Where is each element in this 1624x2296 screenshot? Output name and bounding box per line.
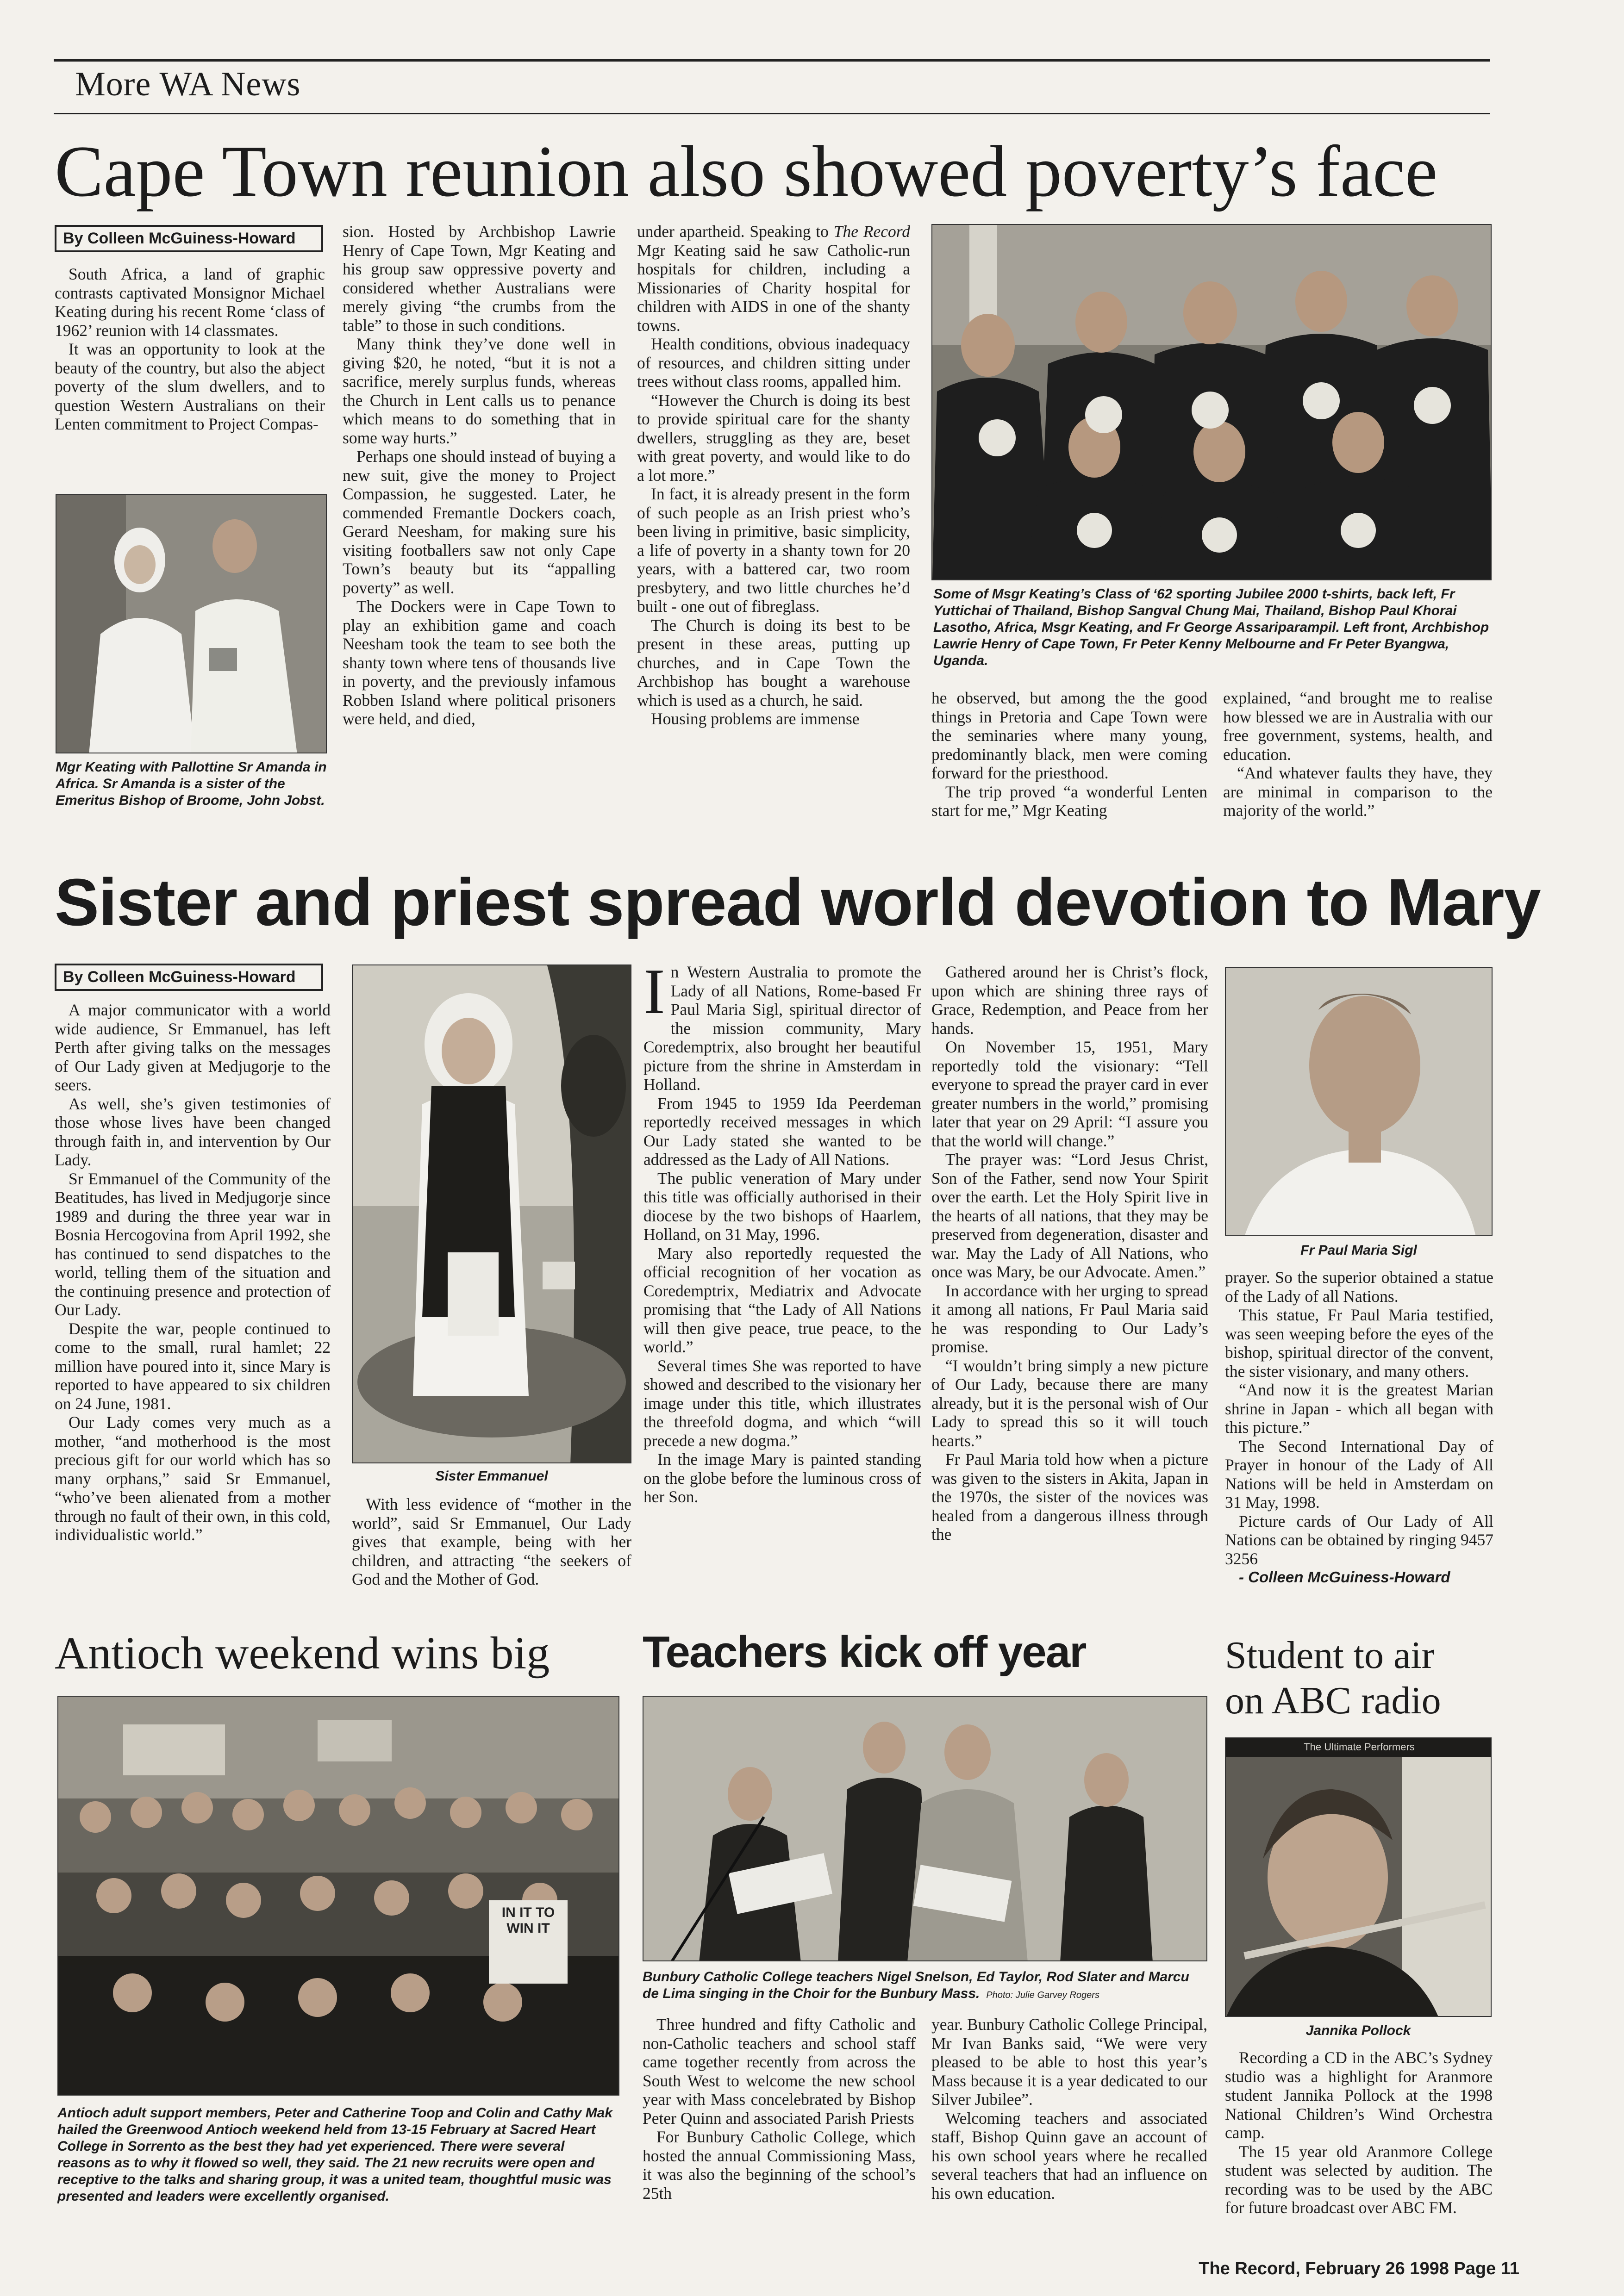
paragraph: The trip proved “a wonderful Lenten start for me,” Mgr Keating bbox=[931, 782, 1207, 820]
paragraph: explained, “and brought me to realise how blessed we are in Australia with our free government, systems, health, and education. bbox=[1223, 689, 1493, 764]
paragraph: “However the Church is doing its best to provide spiritual care for the shanty dwellers, struggling as they are, beset with great poverty, and would like to do a lot more.” bbox=[637, 391, 910, 485]
article1-col1 bbox=[55, 265, 325, 482]
paragraph: South Africa, a land of graphic contrasts captivated Monsignor Michael Keating during his recent Rome ‘class of 1962’ reunion with 14 classmates. bbox=[55, 265, 325, 340]
article2-headline: Sister and priest spread world devotion to Mary bbox=[55, 865, 1541, 940]
paragraph: It was an opportunity to look at the beauty of the country, but also the abject poverty of the slum dwellers, and to question Western Australians on their Lenten commitment to Project Compas- bbox=[55, 340, 325, 433]
paragraph: year. Bunbury Catholic College Principal, Mr Ivan Banks said, “We were very pleased to be able to host this year’s Mass because it is a year dedicated to our Silver Jubilee”. bbox=[931, 2015, 1207, 2109]
article5-headline bbox=[1225, 1633, 1441, 1724]
paragraph: sion. Hosted by Archbishop Lawrie Henry of Cape Town, Mgr Keating and his group saw oppressive poverty and considered whether Australians were merely giving “the crumbs from the table” to those in such conditions. bbox=[343, 222, 616, 335]
drop-cap: I bbox=[643, 963, 665, 1027]
class-of-62-caption: Some of Msgr Keating’s Class of ‘62 sporting Jubilee 2000 t-shirts, back left, Fr Yuttichai of Thailand, Bishop Sangval Chung Mai, Thailand, Bishop Paul Khorai Lasotho, Africa, Msgr Keating, and Fr George Assariparampil. Left front, Archbishop Lawrie Henry of Cape Town, Fr Peter Kenny Melbourne and Fr Peter Byangwa, Uganda. bbox=[933, 586, 1489, 668]
class-of-62-photo bbox=[931, 224, 1492, 580]
paragraph: Sr Emmanuel of the Community of the Beatitudes, has lived in Medjugorje since 1989 and during the three year war in Bosnia Hercogovina from April 1992, she has continued to send dispatches to the world, telling them of the situation and the continuing presence and protection of Our Lady. bbox=[55, 1169, 331, 1319]
article1-byline: By Colleen McGuiness-Howard bbox=[55, 225, 323, 252]
paragraph: In accordance with her urging to spread it among all nations, Fr Paul Maria said he was responding to Our Lady’s promise. bbox=[931, 1281, 1208, 1356]
paragraph: The 15 year old Aranmore College student was selected by audition. The recording was to be used by the ABC for future broadcast over ABC FM. bbox=[1225, 2142, 1493, 2217]
page-footer: The Record, February 26 1998 Page 11 bbox=[1199, 2259, 1519, 2278]
paragraph: This statue, Fr Paul Maria testified, was seen weeping before the eyes of the bishop, spiritual director of the convent, the sister visionary, and many others. bbox=[1225, 1306, 1493, 1381]
headline-line: Student to air bbox=[1225, 1634, 1435, 1677]
fr-paul-sigl-photo bbox=[1225, 967, 1493, 1236]
headline-line: on ABC radio bbox=[1225, 1679, 1441, 1722]
teachers-choir-photo bbox=[643, 1696, 1207, 1961]
paragraph: As well, she’s given testimonies of those whose lives have been changed through faith in, and intervention by Our Lady. bbox=[55, 1094, 331, 1169]
article2-col2 bbox=[352, 1495, 631, 1620]
paragraph: “And now it is the greatest Marian shrine in Japan - which all began with this picture.” bbox=[1225, 1381, 1493, 1437]
article2-col3 bbox=[643, 963, 921, 1620]
article1-col5 bbox=[1223, 689, 1493, 846]
caption-text: Bunbury Catholic College teachers Nigel Snelson, Ed Taylor, Rod Slater and Marcu de Lima singing in the Choir for the Bunbury Mass. bbox=[643, 1969, 1189, 2001]
paragraph: Gathered around her is Christ’s flock, upon which are shining three rays of Grace, Redemption, and Peace from her hands. bbox=[931, 963, 1208, 1038]
section-rule bbox=[54, 113, 1490, 114]
paragraph: The prayer was: “Lord Jesus Christ, Son of the Father, send now Your Spirit over the earth. Let the Holy Spirit live in the hearts of all nations, that they may be preserved from degeneration, disaster and war. May the Lady of All Nations, who once was Mary, be our Advocate. Amen.” bbox=[931, 1150, 1208, 1281]
paragraph: “And whatever faults they have, they are minimal in comparison to the majority of the world.” bbox=[1223, 764, 1493, 820]
article5-col bbox=[1225, 2048, 1493, 2234]
teachers-caption bbox=[643, 1969, 1207, 2006]
jannika-caption: Jannika Pollock bbox=[1305, 2023, 1411, 2038]
paragraph: Mary also reportedly requested the official recognition of her vocation as Coredemptrix, Mediatrix and Advocate promising that “the Lady of All Nations will then give peace, true peace, to the world.” bbox=[643, 1244, 921, 1356]
paragraph: For Bunbury Catholic College, which hosted the annual Commissioning Mass, it was also the beginning of the school’s 25th bbox=[643, 2128, 916, 2203]
paragraph: Fr Paul Maria told how when a picture was given to the sisters in Akita, Japan in the 1970s, the sister of the novices was healed from a dangerous illness through the bbox=[931, 1450, 1208, 1543]
paragraph: Recording a CD in the ABC’s Sydney studio was a highlight for Aranmore student Jannika Pollock at the 1998 National Children’s Wind Orchestra camp. bbox=[1225, 2048, 1493, 2142]
paragraph: Perhaps one should instead of buying a new suit, give the money to Project Compassion, he suggested. Later, he commended Fremantle Dockers coach, Gerard Neesham, for making sure his visiting footballers saw not only Cape Town’s beauty but its “appalling poverty” as well. bbox=[343, 447, 616, 597]
paragraph: With less evidence of “mother in the world”, said Sr Emmanuel, Our Lady gives that example, being with her children, and attracting “the seekers of God and the Mother of God. bbox=[352, 1495, 631, 1588]
article1-col2 bbox=[343, 222, 616, 847]
sister-emmanuel-caption: Sister Emmanuel bbox=[435, 1468, 548, 1484]
paragraph: Several times She was reported to have showed and described to the visionary her image under this title, which illustrates the threefold dogma, and which “will precede a new dogma.” bbox=[643, 1356, 921, 1450]
article2-col1 bbox=[55, 1001, 331, 1616]
keating-amanda-photo bbox=[56, 494, 327, 753]
jannika-pollock-photo bbox=[1225, 1737, 1492, 2017]
fr-paul-sigl-caption: Fr Paul Maria Sigl bbox=[1300, 1243, 1417, 1258]
article3-headline: Antioch weekend wins big bbox=[55, 1627, 550, 1679]
paragraph: Welcoming teachers and associated staff, Bishop Quinn gave an account of his own school years where he recalled several teachers that had an influence on his own education. bbox=[931, 2109, 1207, 2203]
article2-col4 bbox=[931, 963, 1208, 1620]
paragraph: Housing problems are immense bbox=[651, 709, 860, 728]
paragraph: A major communicator with a world wide audience, Sr Emmanuel, has left Perth after giving talks on the messages of Our Lady given at Medjugorje to the seers. bbox=[55, 1001, 331, 1094]
paragraph: The Church is doing its best to be present in these areas, putting up churches, and in Cape Town the Archbishop has bought a warehouse which is used as a church, he said. bbox=[637, 616, 910, 709]
sister-emmanuel-photo bbox=[352, 964, 631, 1463]
article4-col1 bbox=[643, 2015, 916, 2219]
paragraph: he observed, but among the the good things in Pretoria and Cape Town were the seminaries where many young, predominantly black, men were coming forward for the priesthood. bbox=[931, 689, 1207, 782]
paragraph: Health conditions, obvious inadequacy of resources, and children sitting under trees without class rooms, appalled him. bbox=[637, 335, 910, 391]
keating-amanda-caption: Mgr Keating with Pallottine Sr Amanda in Africa. Sr Amanda is a sister of the Emeritus Bishop of Broome, John Jobst. bbox=[56, 759, 327, 808]
text-run: under apartheid. Speaking to bbox=[637, 222, 834, 241]
paragraph: On November 15, 1951, Mary reportedly told the visionary: “Tell everyone to spread the prayer card in ever greater numbers in the world,” promising later that year on 29 April: “I assure you that the world will change.” bbox=[931, 1038, 1208, 1150]
paragraph: Three hundred and fifty Catholic and non-Catholic teachers and school staff came together recently from across the South West to welcome the new school year with Mass concelebrated by Bishop Peter Quinn and associated Parish Priests bbox=[643, 2015, 916, 2128]
signoff: - Colleen McGuiness-Howard bbox=[1239, 1568, 1450, 1586]
paragraph: From 1945 to 1959 Ida Peerdeman reportedly received messages in which Our Lady stated she wanted to be addressed as the Lady of All Nations. bbox=[643, 1094, 921, 1169]
article1-col3 bbox=[637, 222, 910, 847]
paragraph: “I wouldn’t bring simply a new picture of Our Lady, because there are many already, but it is the personal wish of Our Lady to spread this so it will touch hearts.” bbox=[931, 1356, 1208, 1450]
paragraph: Our Lady comes very much as a mother, “and motherhood is the most precious gift for our world which has so many orphans,” said Sr Emmanuel, “who’ve been alienated from a mother through no fault of their own, in this cold, individualistic world.” bbox=[55, 1413, 331, 1544]
article2-col5 bbox=[1225, 1268, 1493, 1629]
top-rule bbox=[54, 59, 1490, 62]
antioch-caption: Antioch adult support members, Peter and Catherine Toop and Colin and Cathy Mak hailed the Greenwood Antioch weekend held from 13-15 February at Sacred Heart College in Sorrento as the best they had yet experienced. There were several reasons as to why it flowed so well, they said. The 21 new recruits were open and receptive to the talks and sharing group, it was a united team, thoughtful music was presented and leaders were excellently organised. bbox=[57, 2105, 613, 2204]
shirt-text: IN IT TO WIN IT bbox=[501, 1905, 555, 1936]
paragraph: Many think they’ve done well in giving $20, he noted, “but it is not a sacrifice, merely surplus funds, whereas the Church in Lent calls us to penance which means to do something that in some way hurts.” bbox=[343, 335, 616, 447]
paragraph: The Second International Day of Prayer in honour of the Lady of All Nations will be held in Amsterdam on 31 May, 1998. bbox=[1225, 1437, 1493, 1512]
text-run: Mgr Keating said he saw Catholic-run hospitals for children, including a Missionaries of Charity hospital for children with AIDS in one of the shanty towns. bbox=[637, 241, 910, 335]
photo-banner-text: The Ultimate Performers bbox=[1304, 1741, 1415, 1753]
section-label: More WA News bbox=[75, 65, 301, 103]
article4-headline: Teachers kick off year bbox=[643, 1627, 1086, 1677]
paragraph: Despite the war, people continued to come to the small, rural hamlet; 22 million have poured into it, since Mary is reported to have appeared to six children on 24 June, 1981. bbox=[55, 1319, 331, 1413]
antioch-group-photo bbox=[57, 1696, 619, 2096]
article4-col2 bbox=[931, 2015, 1207, 2219]
paragraph: In the image Mary is painted standing on the globe before the luminous cross of her Son. bbox=[643, 1450, 921, 1506]
paragraph: The public veneration of Mary under this title was officially authorised in their diocese by the two bishops of Haarlem, Holland, on 31 May, 1996. bbox=[643, 1169, 921, 1244]
publication-name: The Record bbox=[833, 222, 910, 241]
paragraph: In fact, it is already present in the form of such people as an Irish priest who’s been living in primitive, basic simplicity, a life of poverty in a shanty town for 20 years, with a battered car, two room presbytery, and two little churches he’d built - one out of fibreglass. bbox=[637, 485, 910, 616]
article1-headline: Cape Town reunion also showed poverty’s face bbox=[55, 131, 1438, 212]
article2-byline: By Colleen McGuiness-Howard bbox=[55, 964, 323, 991]
article1-col4 bbox=[931, 689, 1207, 846]
paragraph: prayer. So the superior obtained a statue of the Lady of all Nations. bbox=[1225, 1268, 1493, 1306]
photo-credit: Photo: Julie Garvey Rogers bbox=[986, 1990, 1099, 2000]
paragraph: The Dockers were in Cape Town to play an exhibition game and coach Neesham took the team to see both the shanty town where tens of thousands live in poverty, and the previously infamous Robben Island where political prisoners were held, and died, bbox=[343, 597, 616, 728]
text-run: n Western Australia to promote the Lady of all Nations, Rome-based Fr Paul Maria Sigl, spiritual director of the mission community, Mary Coredemptrix, also brought her beautiful picture from the shrine in Amsterdam in Holland. bbox=[643, 963, 921, 1094]
paragraph: Picture cards of Our Lady of All Nations can be obtained by ringing 9457 3256 bbox=[1225, 1512, 1493, 1568]
